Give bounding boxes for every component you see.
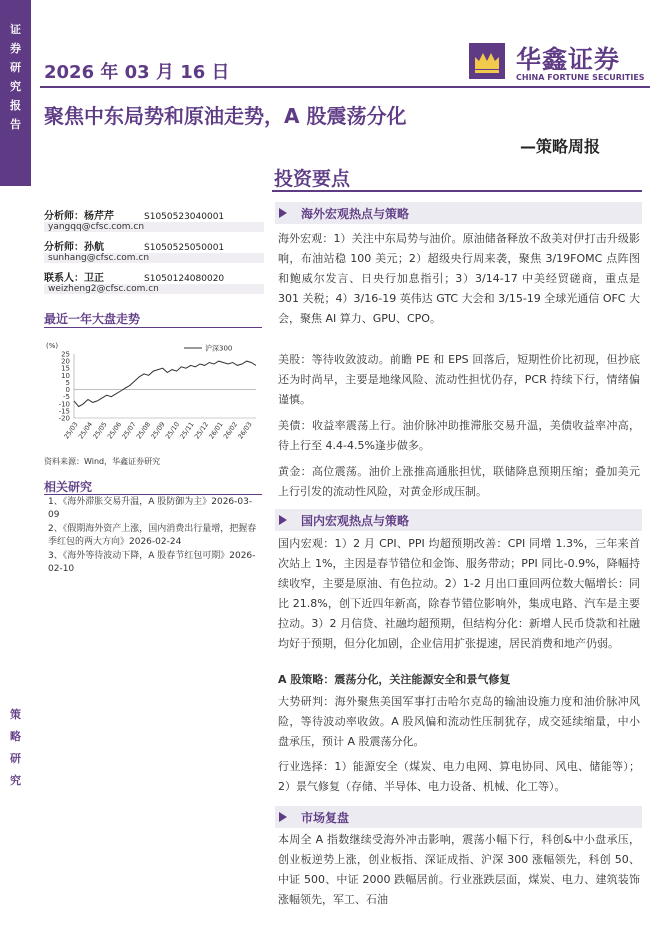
industry-paragraph: 行业选择：1）能源安全（煤炭、电力电网、算电协同、风电、储能等）；2）景气修复（存储、半导体、电力设备、机械、化工等）。: [278, 760, 640, 793]
a-share-strategy-line: A 股策略：震荡分化，关注能源安全和景气修复: [278, 673, 511, 686]
analyst-code: S1050525050001: [144, 243, 225, 253]
related-research-divider: [44, 494, 262, 495]
section-title: 市场复盘: [301, 811, 350, 825]
analyst-code: S1050523040001: [144, 212, 225, 222]
section-bar-overseas: [275, 202, 642, 224]
analyst-email[interactable]: sunhang@cfsc.com.cn: [44, 253, 264, 263]
x-tick-label: 25/03: [62, 420, 80, 441]
trend-paragraph: 大势研判：海外聚焦美国军事打击哈尔克岛的输油设施力度和油价脉冲风险，等待波动率收敛。A 股风偏和流动性压制犹存，成交延续缩量，中小盘承压，预计 A 股震荡分化。: [278, 695, 640, 748]
x-tick-label: 25/08: [134, 420, 153, 441]
analyst-email[interactable]: yangqq@cfsc.com.cn: [44, 222, 264, 232]
sidebar-top-text: 证 券 研 究 报 告: [10, 23, 21, 131]
us-bond-paragraph: 美债：收益率震荡上行。油价脉冲助推滞胀交易升温，美债收益率冲高，待上行至 4.4-4.5%逢步做多。: [278, 419, 640, 452]
report-title: 聚焦中东局势和原油走势，A 股震荡分化: [44, 104, 407, 128]
analyst-row: [44, 207, 224, 222]
gold-paragraph: 黄金：高位震荡。油价上涨推高通胀担忧，联储降息预期压缩；叠加美元上行引发的流动性风险，对黄金形成压制。: [278, 465, 640, 498]
investment-points-divider: [272, 190, 642, 192]
chart-source: 资料来源：Wind，华鑫证券研究: [44, 457, 161, 466]
section-title: 海外宏观热点与策略: [301, 207, 410, 221]
x-tick-label: 25/10: [163, 420, 182, 441]
logo-icon: [469, 43, 505, 79]
related-item[interactable]: 2、《假期海外资产上涨，国内消费出行量增，把握春季红包的两大方向》2026-02-24: [48, 524, 257, 547]
y-tick-label: -5: [63, 393, 70, 402]
series-line-hs300: [74, 361, 256, 407]
related-research-list: [48, 496, 260, 577]
x-tick-label: 25/12: [192, 420, 211, 441]
contact-row: [44, 269, 224, 284]
x-tick-label: 25/06: [105, 420, 124, 441]
y-tick-label: 10: [61, 371, 70, 380]
section-title: 国内宏观热点与策略: [301, 514, 410, 528]
related-item[interactable]: 3、《海外等待波动下降，A 股春节红包可期》2026-02-10: [48, 551, 256, 574]
x-tick-label: 26/01: [207, 420, 225, 441]
section-marker-icon: [279, 515, 287, 525]
us-stock-paragraph: 美股：等待收敛波动。前瞻 PE 和 EPS 回落后，短期性价比初现，但抄底还为时尚早，主要是地缘风险、流动性担忧仍存，PCR 持续下行，情绪偏谨慎。: [278, 353, 640, 406]
report-subtitle: —策略周报: [520, 137, 601, 156]
y-tick-label: -20: [58, 414, 70, 423]
chart-section-divider: [44, 327, 262, 328]
x-tick-label: 25/09: [149, 420, 167, 441]
analyst-row: [44, 238, 224, 253]
section-marker-icon: [279, 812, 287, 822]
analyst-name: 分析师：杨芹芹: [44, 211, 114, 222]
section-marker-icon: [279, 208, 287, 218]
market-chart: [44, 340, 262, 456]
market-review-paragraph: 本周全 A 指数继续受海外冲击影响，震荡小幅下行，科创&中小盘承压，创业板逆势上涨，创业板指、深证成指、沪深 300 涨幅领先，科创 50、中证 500、中证 2000 跌幅居前。行业涨跌层面，煤炭、电力、建筑装饰涨幅领先，军工、石油: [278, 833, 640, 906]
domestic-macro-paragraph: 国内宏观：1）2 月 CPI、PPI 均超预期改善：CPI 同增 1.3%，三年来首次站上 1%，主因是春节错位和金饰、服务带动；PPI 同比-0.9%，降幅持续收窄，主要是原油、有色拉动。2）1-2 月出口重回两位数大幅增长：同比 21.8%，创下近四年新高，除春节错位影响外，集成电路、汽车是主要拉动。3）2 月信贷、社融均超预期，但结构分化：新增人民币贷款和社融均好于预期，但分化加剧，企业信用扩张提速，居民消费和地产仍弱。: [278, 537, 640, 650]
y-tick-label: 25: [61, 350, 70, 359]
analyst-name: 分析师：孙航: [44, 242, 104, 253]
market-chart-svg: [44, 340, 262, 456]
related-research-title: 相关研究: [44, 480, 93, 494]
contact-code: S1050124080020: [144, 274, 225, 284]
y-axis-unit-label: (%): [46, 342, 59, 350]
x-tick-label: 26/03: [236, 420, 254, 441]
x-tick-label: 25/05: [91, 420, 109, 441]
y-tick-label: 15: [61, 364, 70, 373]
related-item[interactable]: 1、《海外滞胀交易升温，A 股防御为主》2026-03-09: [48, 497, 253, 520]
investment-points-heading: 投资要点: [274, 168, 351, 190]
y-tick-label: -15: [58, 407, 70, 416]
y-tick-label: 0: [65, 386, 70, 395]
x-tick-label: 25/04: [76, 420, 95, 441]
logo-english: CHINA FORTUNE SECURITIES: [516, 73, 645, 82]
header-divider: [40, 86, 650, 88]
x-tick-label: 25/11: [178, 420, 196, 441]
sidebar-bottom-text: 策 略 研 究: [10, 708, 21, 787]
legend-label: 沪深300: [205, 344, 233, 353]
contact-name: 联系人：卫正: [44, 273, 104, 284]
sidebar: [0, 0, 31, 936]
x-tick-label: 25/07: [120, 420, 138, 441]
y-tick-label: 20: [61, 357, 70, 366]
logo-text: 华鑫证券: [516, 45, 621, 74]
overseas-macro-paragraph: 海外宏观：1）关注中东局势与油价。原油储备释放不敌美对伊打击升级影响，布油站稳 100 美元；2）超级央行周来袭，聚焦 3/19FOMC 点阵图和鲍威尔发言、日央行加息指引；3）3/14-17 中美经贸磋商，重点是 301 关税；4）3/16-19 英伟达 GTC 大会和 3/15-19 全球光通信 OFC 大会，聚焦 AI 算力、GPU、CPO。: [278, 232, 640, 325]
chart-section-title: 最近一年大盘走势: [44, 312, 141, 326]
y-tick-label: 5: [65, 378, 70, 387]
y-tick-label: -10: [58, 400, 70, 409]
section-bar-market: [275, 806, 642, 828]
contact-email[interactable]: weizheng2@cfsc.com.cn: [44, 284, 264, 294]
section-bar-domestic: [275, 509, 642, 531]
x-tick-label: 26/02: [221, 420, 240, 441]
sidebar-top-band: [0, 0, 31, 186]
report-date: 2026 年 03 月 16 日: [44, 62, 230, 83]
